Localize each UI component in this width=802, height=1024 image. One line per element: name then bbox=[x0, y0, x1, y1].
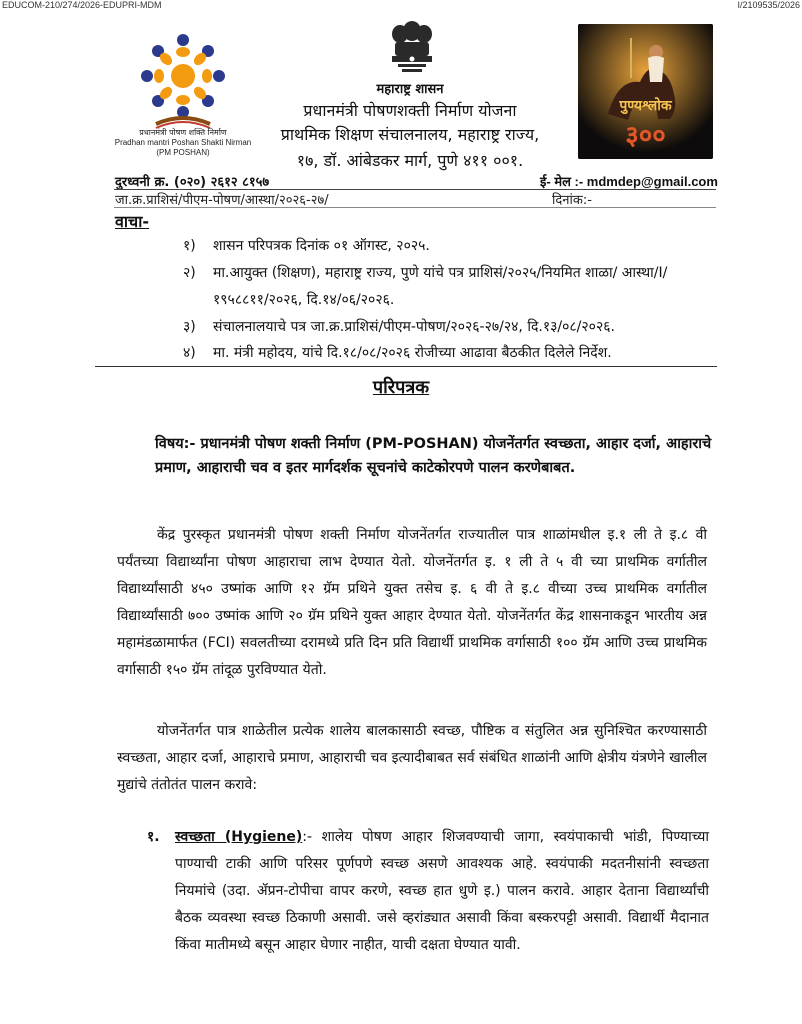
logo-line-hindi: प्रधानमंत्री पोषण शक्ति निर्माण bbox=[139, 128, 227, 137]
ashoka-emblem-icon bbox=[382, 20, 442, 78]
instruction-point-text: :- शालेय पोषण आहार शिजवण्याची जागा, स्वयंपाकाची भांडी, पिण्याच्या पाण्याची टाकी आणि परिसर पूर्णपणे स्वच्छ असणे आवश्यक आहे. स्वयंपाकी मदतनीसांनी स्वच्छता नियमांचे (उदा. ॲप्रन-टोपीचा वापर करणे, स्वच्छ हात धुणे इ.) पालन करावे. आहार देताना विद्यार्थ्यांची बैठक व्यवस्था स्वच्छ ठिकाणी असावी. जसे व्हरांड्यात असावी किंवा बस्करपट्टी असावी. विद्यार्थी मैदानात किंवा मातीमध्ये बसून आहार घेणार नाहीत, याची दक्षता घेण्यात यावी. bbox=[175, 829, 710, 953]
reference-item-number: १) bbox=[183, 238, 196, 254]
instruction-point-body bbox=[175, 824, 709, 959]
instruction-point bbox=[117, 824, 710, 994]
body-paragraph: योजनेंतर्गत पात्र शाळेतील प्रत्येक शालेय बालकासाठी स्वच्छ, पौष्टिक व संतुलित अन्न सुनिश्चित करण्यासाठी स्वच्छता, आहार दर्जा, आहाराचे प्रमाण, आहाराची चव इत्यादीबाबत सर्व संबंधित शाळांनी आणि क्षेत्रीय यंत्रणेने खालील मुद्यांचे तंतोतंत पालन करावे: bbox=[117, 723, 707, 793]
document-reference-left: EDUCOM-210/274/2026-EDUPRI-MDM bbox=[2, 0, 162, 10]
reference-number: जा.क्र.प्राशिसं/पीएम-पोषण/आस्था/२०२६-२७/ bbox=[115, 193, 329, 208]
national-emblem bbox=[382, 20, 442, 78]
logo-line-english: Pradhan mantri Poshan Shakti Nirman bbox=[114, 138, 252, 147]
scheme-name: प्रधानमंत्री पोषणशक्ती निर्माण योजना bbox=[303, 101, 517, 120]
reference-item-text: संचालनालयाचे पत्र जा.क्र.प्राशिसं/पीएम-पोषण/२०२६-२७/२४, दि.१३/०८/२०२६. bbox=[213, 319, 615, 335]
document-title bbox=[0, 375, 802, 399]
instruction-point-number: १. bbox=[147, 829, 160, 845]
reference-item-number: २) bbox=[183, 265, 196, 281]
reference-item-number: ३) bbox=[183, 319, 196, 335]
section-divider bbox=[95, 366, 717, 367]
document-reference-right: I/2109535/2026 bbox=[737, 0, 800, 10]
reference-item-text: शासन परिपत्रक दिनांक ०१ ऑगस्ट, २०२५. bbox=[213, 238, 430, 254]
office-address: १७, डॉ. आंबेडकर मार्ग, पुणे ४११ ००१. bbox=[296, 151, 524, 170]
govt-name: महाराष्ट्र शासन bbox=[376, 82, 444, 97]
read-heading: वाचा- bbox=[115, 212, 149, 231]
reference-divider bbox=[114, 207, 716, 208]
phone-number: दुरध्वनी क्र. (०२०) २६१२ ८१५७ bbox=[115, 175, 270, 190]
body-paragraph: केंद्र पुरस्कृत प्रधानमंत्री पोषण शक्ती निर्माण योजनेंतर्गत राज्यातील पात्र शाळांमधील इ.१ ली ते इ.८ वी पर्यंतच्या विद्यार्थ्यांना पोषण आहाराचा लाभ देण्यात येतो. योजनेंतर्गत इ. १ ली ते ५ वी च्या प्राथमिक वर्गातील विद्यार्थ्यांसाठी ४५० उष्मांक आणि १२ ग्रॅम प्रथिने युक्त तसेच इ. ६ वी ते इ.८ वीच्या उच्च प्राथमिक वर्गातील विद्यार्थ्यांसाठी ७०० उष्मांक आणि २० ग्रॅम प्रथिने युक्त आहार देण्यात येतो. योजनेंतर्गत केंद्र शासनाकडून भारतीय अन्न महामंडळामार्फत (FCI) सवलतीच्या दरामध्ये प्रति दिन प्रति विद्यार्थी प्राथमिक वर्गासाठी १०० ग्रॅम आणि उच्च प्राथमिक वर्गासाठी १५० ग्रॅम तांदूळ पुरविण्यात येतो. bbox=[117, 527, 707, 678]
subject-line: विषय:- प्रधानमंत्री पोषण शक्ती निर्माण (PM-POSHAN) योजनेंतर्गत स्वच्छता, आहार दर्जा, आहाराचे प्रमाण, आहाराची चव व इतर मार्गदर्शक सूचनांचे काटेकोरपणे पालन करणेबाबत. bbox=[155, 436, 712, 476]
email-address: ई- मेल :- mdmdep@gmail.com bbox=[540, 174, 718, 189]
office-name: प्राथमिक शिक्षण संचालनालय, महाराष्ट्र राज्य, bbox=[280, 125, 540, 144]
instruction-point-title: स्वच्छता (Hygiene) bbox=[175, 829, 303, 845]
badge-text: पुण्यश्लोक bbox=[619, 98, 672, 114]
reference-item-text: मा. मंत्री महोदय, यांचे दि.१८/०८/२०२६ रोजीच्या आढावा बैठकीत दिलेले निर्देश. bbox=[213, 345, 612, 361]
badge-number: ३०० bbox=[625, 121, 666, 151]
logo-line-abbr: (PM POSHAN) bbox=[156, 148, 210, 157]
reference-item-number: ४) bbox=[183, 345, 196, 361]
reference-item-text: मा.आयुक्त (शिक्षण), महाराष्ट्र राज्य, पुणे यांचे पत्र प्राशिसं/२०२५/नियमित शाळा/ आस्था/I/१९५८८११/२०२६, दि.१४/०६/२०२६. bbox=[213, 265, 668, 308]
reference-date-label: दिनांक:- bbox=[552, 193, 592, 208]
document-title-text: परिपत्रक bbox=[372, 377, 430, 398]
